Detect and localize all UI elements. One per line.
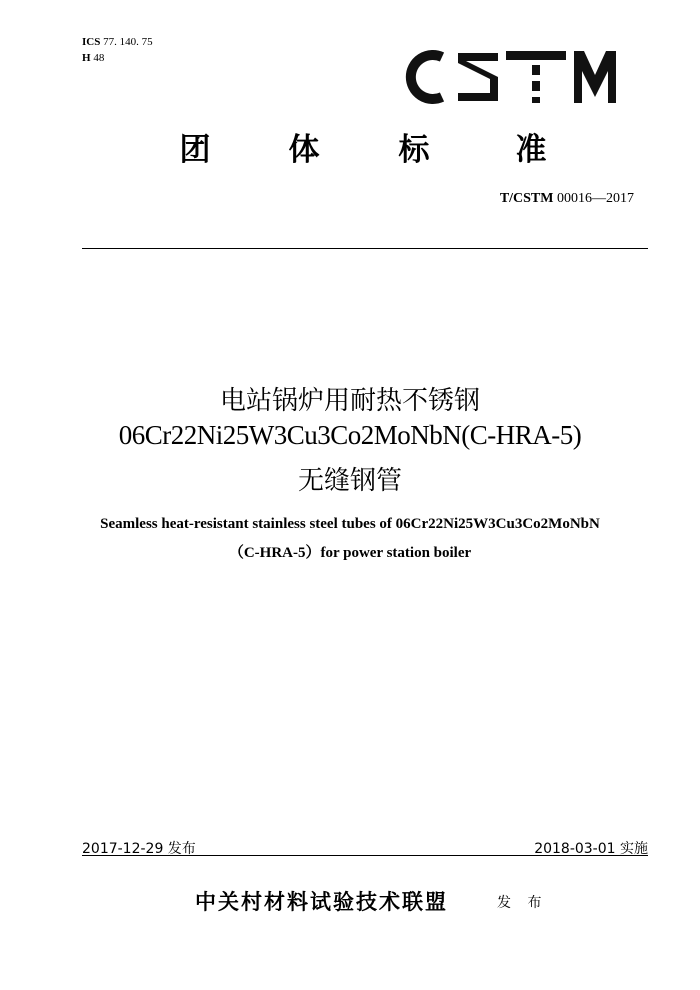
standard-type-char: 准 <box>515 132 547 168</box>
title-zh-line-2: 06Cr22Ni25W3Cu3Co2MoNbN(C-HRA-5) <box>118 420 582 450</box>
publisher-action: 发 布 <box>497 895 548 911</box>
issue-date: 2017-12-29 发布 <box>82 841 196 857</box>
logo-letter-c <box>411 55 442 99</box>
title-en-line-2: （C-HRA-5）for power station boiler <box>228 545 472 561</box>
classification-codes <box>82 34 153 66</box>
title-en-line-1: Seamless heat-resistant stainless steel tubes of 06Cr22Ni25W3Cu3Co2MoNbN <box>100 516 600 532</box>
logo-t-stem-2 <box>532 81 540 91</box>
title-zh-line-3: 无缝钢管 <box>297 466 402 496</box>
standard-type-char: 标 <box>398 132 430 168</box>
logo-letter-s <box>458 53 498 101</box>
standard-type-char: 体 <box>288 132 320 168</box>
ics-value: 77. 140. 75 <box>103 36 153 48</box>
standard-number-value: 00016—2017 <box>557 191 634 206</box>
logo-t-bar <box>506 51 566 60</box>
ics-code <box>82 34 153 50</box>
standard-number-prefix: T/CSTM <box>499 191 554 206</box>
standard-type-char: 团 <box>179 132 211 168</box>
logo-t-stem-3 <box>532 97 540 103</box>
cstm-logo <box>398 47 616 107</box>
ics-prefix: ICS <box>82 36 101 48</box>
publisher-name: 中关村材料试验技术联盟 <box>195 889 448 914</box>
title-zh-line-1: 电站锅炉用耐热不锈钢 <box>219 386 480 416</box>
top-divider <box>82 248 648 249</box>
standard-type-heading <box>0 130 700 170</box>
ccs-prefix: H <box>82 52 91 64</box>
logo-letter-m <box>574 51 616 103</box>
ccs-value: 48 <box>93 52 105 64</box>
logo-t-stem-1 <box>532 65 540 75</box>
implementation-date: 2018-03-01 实施 <box>534 841 648 857</box>
ccs-code <box>82 50 153 66</box>
standard-number <box>500 191 634 207</box>
bottom-divider <box>82 855 648 856</box>
